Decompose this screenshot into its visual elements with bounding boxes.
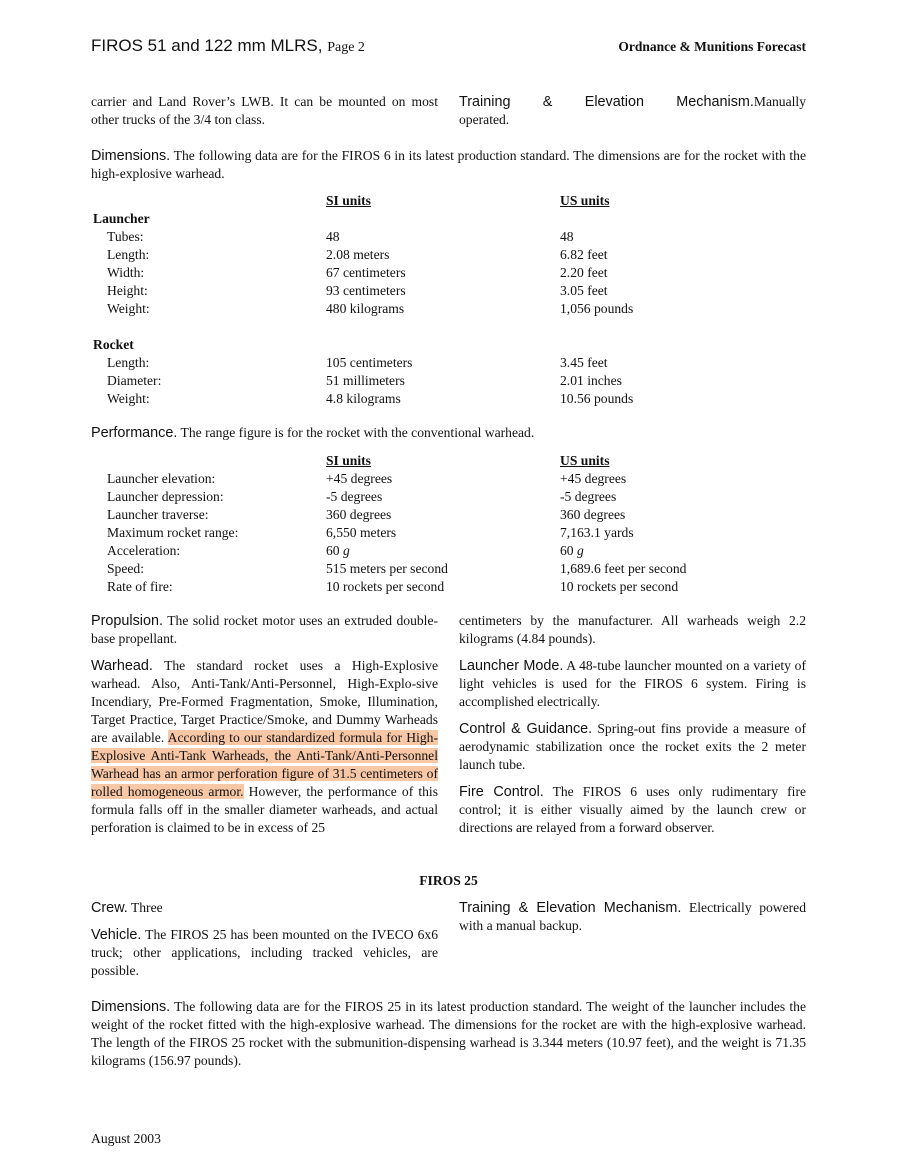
vehicle-continuation: carrier and Land Rover’s LWB. It can be mounted on most other trucks of the 3/4 ton class.	[91, 94, 438, 127]
training-elevation-lead: Training & Elevation Mechanism.	[459, 94, 754, 110]
training-elevation-paragraph	[459, 93, 806, 129]
launcher-mode-text: A 48-tube launcher mounted on a variety of light vehicles is used for the FIROS 6 system. Firing is accomplished electrically.	[459, 658, 806, 709]
fire-control-text: The FIROS 6 uses only rudimentary fire control; it is either visually aimed by the launch crew or directions are relayed from a forward observer.	[459, 784, 807, 835]
dimensions-25-text: The following data are for the FIROS 25 in its latest production standard. The weight of the launcher includes the weight of the rocket fitted with the high-explosive warhead. The dimensions for the rocket are with the high-explosive warhead. The length of the FIROS 25 rocket with the submunition-dispensing warhead is 3.344 meters (10.97 feet), and the weight is 71.35 kilograms (156.97 pounds).	[91, 999, 806, 1068]
control-guidance-text: Spring-out fins provide a measure of aerodynamic stabilization once the rocket exits the 2 meter launch tube.	[459, 721, 806, 772]
warhead-lead: Warhead.	[91, 658, 153, 674]
dimensions-25-lead: Dimensions.	[91, 999, 171, 1015]
page-number: Page 2	[327, 40, 365, 55]
publication-name: Ordnance & Munitions Forecast	[618, 39, 806, 54]
dimensions-lead: Dimensions.	[91, 148, 171, 164]
perf-col-header-si: SI units	[326, 453, 371, 468]
control-guidance-lead: Control & Guidance.	[459, 721, 593, 737]
launcher-mode-paragraph	[459, 657, 806, 711]
training-elevation-value-cont: operated.	[459, 112, 510, 127]
dimensions-paragraph	[91, 147, 806, 183]
crew-paragraph	[91, 899, 438, 917]
propulsion-paragraph	[91, 612, 438, 648]
training-elevation-25-lead: Training & Elevation Mechanism.	[459, 900, 682, 916]
performance-paragraph	[91, 424, 806, 442]
crew-lead: Crew.	[91, 900, 128, 916]
perf-col-header-us: US units	[560, 453, 610, 468]
propulsion-lead: Propulsion.	[91, 613, 163, 629]
warhead-text: The standard rocket uses a High-Explosive warhead. Also, Anti-Tank/Anti-Personnel, High-Explo-sive Incendiary, Pre-Formed Fragmentation, Smoke, Illumination, Target Practice, Target Practice/Smoke, and Dummy Warheads are available.	[91, 658, 439, 745]
dimensions-table: SI units US units Launcher Tubes: 48 48 Length: 2.08 meters 6.82 feet Width: 67 centimeters 2.20 feet Height: 93 centimeters 3.05 feet Weight: 480 kilograms 1,056 pounds Rocket Length: 105 centimeters 3.45 feet Diameter: 51 millimeters 2.01 inches Weight: 4.8 kilograms 10.56 pounds	[93, 193, 634, 406]
warhead-text-cont: However, the performance of this formula falls off in the smaller diameter warheads, and actual perforation is claimed to be in excess of 25	[91, 784, 438, 835]
training-elevation-25-paragraph	[459, 899, 806, 935]
warhead-continuation: centimeters by the manufacturer. All warheads weigh 2.2 kilograms (4.84 pounds).	[459, 613, 806, 646]
document-title: FIROS 51 and 122 mm MLRS,	[91, 36, 323, 55]
vehicle-lead: Vehicle.	[91, 927, 142, 943]
footer-date: August 2003	[91, 1131, 161, 1146]
performance-table: SI units US units Launcher elevation: +45 degrees +45 degrees Launcher depression: -5 degrees -5 degrees Launcher traverse: 360 degrees 360 degrees Maximum rocket range: 6,550 meters 7,163.1 yards Acceleration: 60 g 60 g Speed: 515 meters per second 1,689.6 feet per second Rate of fire: 10 rockets per second 10 rockets per second	[107, 453, 687, 594]
warhead-paragraph	[91, 657, 438, 837]
training-elevation-25-text: Electrically powered with a manual backup.	[459, 900, 806, 933]
vehicle-text: The FIROS 25 has been mounted on the IVECO 6x6 truck; other applications, including tracked vehicles, are possible.	[91, 927, 438, 978]
control-guidance-paragraph	[459, 720, 806, 774]
propulsion-text: The solid rocket motor uses an extruded double-base propellant.	[91, 613, 438, 646]
vehicle-paragraph	[91, 926, 438, 980]
col-header-us: US units	[560, 193, 610, 208]
rocket-section-label: Rocket	[93, 337, 134, 352]
fire-control-lead: Fire Control.	[459, 784, 544, 800]
launcher-section-label: Launcher	[93, 211, 150, 226]
dimensions-text: The following data are for the FIROS 6 in its latest production standard. The dimensions are for the rocket with the high-explosive warhead.	[91, 148, 806, 181]
section-title-firos25: FIROS 25	[419, 873, 478, 888]
dimensions-25-paragraph	[91, 998, 806, 1070]
launcher-mode-lead: Launcher Mode.	[459, 658, 564, 674]
page-header-title	[91, 36, 365, 56]
performance-text: The range figure is for the rocket with the conventional warhead.	[180, 425, 535, 440]
col-header-si: SI units	[326, 193, 371, 208]
crew-text: Three	[130, 900, 163, 915]
warhead-highlighted-text: According to our standardized formula for High-Explosive Anti-Tank Warheads, the Anti-Tank/Anti-Personnel Warhead has an armor perforation figure of 31.5 centimeters of rolled homogeneous armor.	[91, 730, 438, 799]
performance-lead: Performance.	[91, 425, 178, 441]
fire-control-paragraph	[459, 783, 806, 837]
training-elevation-value: Manually	[753, 94, 806, 109]
